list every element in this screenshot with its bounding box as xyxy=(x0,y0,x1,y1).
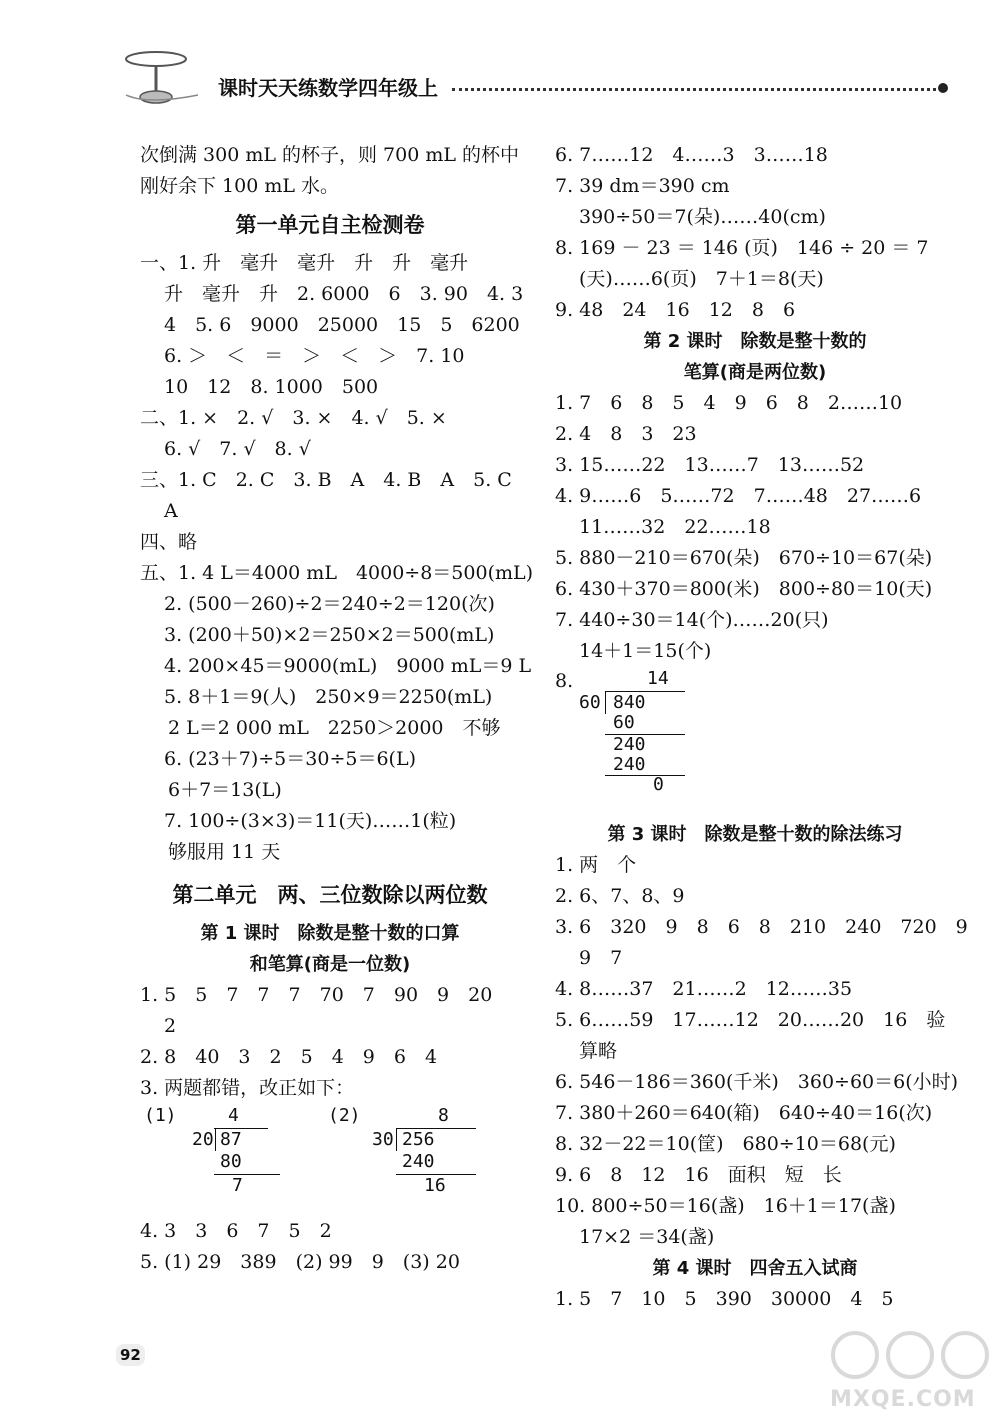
division-step: 240 xyxy=(402,1151,435,1172)
answer-line: 6. 546－186＝360(千米) 360÷60＝6(小时) xyxy=(555,1071,959,1093)
division-dividend: 87 xyxy=(220,1129,242,1150)
answer-line: 11……32 22……18 xyxy=(579,516,771,538)
answer-line: 二、1. × 2. √ 3. × 4. √ 5. × xyxy=(140,407,447,429)
answer-line: 7. 100÷(3×3)＝11(天)……1(粒) xyxy=(164,810,457,832)
answer-line: 7. 39 dm＝390 cm xyxy=(555,175,730,197)
answer-line: 4. 9……6 5……72 7……48 27……6 xyxy=(555,485,922,507)
answer-line: 5. 880－210＝670(朵) 670÷10＝67(朵) xyxy=(555,547,933,569)
lesson-title: 笔算(商是两位数) xyxy=(683,362,827,383)
answer-line: 算略 xyxy=(579,1040,618,1062)
answer-line: 2. 4 8 3 23 xyxy=(555,423,697,445)
answer-line: 9. 48 24 16 12 8 6 xyxy=(555,299,796,321)
answer-line: 5. (1) 29 389 (2) 99 9 (3) 20 xyxy=(140,1251,460,1273)
division-quotient: 4 xyxy=(228,1105,239,1126)
division-quotient: 8 xyxy=(438,1105,449,1126)
answer-line: 390÷50＝7(朵)……40(cm) xyxy=(579,206,826,228)
answer-line: 9 7 xyxy=(579,947,623,969)
answer-line: 5. 8＋1＝9(人) 250×9＝2250(mL) xyxy=(164,686,493,708)
answer-line: 14＋1＝15(个) xyxy=(579,640,712,662)
answer-line: 8. 169 － 23 ＝ 146 (页) 146 ÷ 20 ＝ 7 xyxy=(555,237,929,259)
lamp-logo-icon xyxy=(118,45,208,110)
lesson-title: 第 1 课时 除数是整十数的口算 xyxy=(200,923,460,944)
division-divisor: 30 xyxy=(372,1129,394,1150)
division-label: (2) xyxy=(328,1105,361,1126)
watermark xyxy=(830,1325,990,1415)
answer-line: 3. (200＋50)×2＝250×2＝500(mL) xyxy=(164,624,495,646)
lesson-title: 和笔算(商是一位数) xyxy=(249,954,411,975)
answer-line: 1. 7 6 8 5 4 9 6 8 2……10 xyxy=(555,392,903,414)
answer-line: 3. 6 320 9 8 6 8 210 240 720 9 xyxy=(555,916,968,938)
answer-line: 3. 15……22 13……7 13……52 xyxy=(555,454,865,476)
division-step: 60 xyxy=(613,712,635,733)
division-quotient: 14 xyxy=(647,668,669,689)
answer-line: 5. 6……59 17……12 20……20 16 验 xyxy=(555,1009,946,1031)
right-column xyxy=(555,140,968,1315)
answer-line: (天)……6(页) 7＋1＝8(天) xyxy=(579,268,824,290)
answer-line: 够服用 11 天 xyxy=(168,841,281,863)
division-bracket xyxy=(215,1129,216,1151)
lesson-title: 第 2 课时 除数是整十数的 xyxy=(643,331,867,352)
answer-line: 1. 5 7 10 5 390 30000 4 5 xyxy=(555,1288,894,1310)
answer-line: 4. 8……37 21……2 12……35 xyxy=(555,978,853,1000)
answer-line: 3. 两题都错，改正如下： xyxy=(140,1077,355,1099)
lesson-title: 第 3 课时 除数是整十数的除法练习 xyxy=(607,824,903,845)
answer-line: 4 5. 6 9000 25000 15 5 6200 xyxy=(164,314,520,336)
answer-line: 6. 430＋370＝800(米) 800÷80＝10(天) xyxy=(555,578,933,600)
division-divisor: 20 xyxy=(192,1129,214,1150)
answer-line: 升 毫升 升 2. 6000 6 3. 90 4. 3 xyxy=(164,283,524,305)
page-header xyxy=(0,0,1000,120)
answer-line: A xyxy=(164,500,178,522)
division-line xyxy=(605,775,685,776)
answer-line: 一、1. 升 毫升 毫升 升 升 毫升 xyxy=(140,252,469,274)
division-remainder: 0 xyxy=(653,774,664,795)
text-line: 次倒满 300 mL 的杯子，则 700 mL 的杯中 xyxy=(140,144,520,166)
answer-line: 2. 8 40 3 2 5 4 9 6 4 xyxy=(140,1046,438,1068)
answer-line: 8. 32－22＝10(筐) 680÷10＝68(元) xyxy=(555,1133,896,1155)
page-number: 92 xyxy=(116,1344,145,1366)
answer-line: 四、略 xyxy=(140,531,198,553)
answer-line: 2 L＝2 000 mL 2250＞2000 不够 xyxy=(168,717,501,739)
answer-line: 9. 6 8 12 16 面积 短 长 xyxy=(555,1164,842,1186)
answer-line: 6. (23＋7)÷5＝30÷5＝6(L) xyxy=(164,748,416,770)
header-bullet xyxy=(938,83,948,93)
answer-line: 五、1. 4 L＝4000 mL 4000÷8＝500(mL) xyxy=(140,562,534,584)
division-divisor: 60 xyxy=(579,692,601,713)
division-bracket xyxy=(396,1129,397,1151)
answer-line: 1. 5 5 7 7 7 70 7 90 9 20 xyxy=(140,984,493,1006)
header-title: 课时天天练数学四年级上 xyxy=(218,76,438,100)
answer-line: 2. 6、7、8、9 xyxy=(555,885,685,907)
division-step: 240 xyxy=(613,734,646,755)
answer-line: 10. 800÷50＝16(盏) 16＋1＝17(盏) xyxy=(555,1195,896,1217)
answer-line: 2 xyxy=(164,1015,177,1037)
answer-line: 6. √ 7. √ 8. √ xyxy=(164,438,311,460)
answer-line: 6. ＞ ＜ ＝ ＞ ＜ ＞ 7. 10 xyxy=(164,345,465,367)
answer-line: 2. (500－260)÷2＝240÷2＝120(次) xyxy=(164,593,495,615)
answer-line: 三、1. C 2. C 3. B A 4. B A 5. C xyxy=(140,469,512,491)
answer-line: 6＋7＝13(L) xyxy=(168,779,282,801)
answer-line: 7. 380＋260＝640(箱) 640÷40＝16(次) xyxy=(555,1102,933,1124)
answer-line: 4. 3 3 6 7 5 2 xyxy=(140,1220,332,1242)
division-remainder: 7 xyxy=(232,1175,243,1196)
section-title-unit2: 第二单元 两、三位数除以两位数 xyxy=(172,883,488,907)
answer-line: 1. 两 个 xyxy=(555,854,637,876)
answer-line: 4. 200×45＝9000(mL) 9000 mL＝9 L xyxy=(164,655,532,677)
division-dividend: 256 xyxy=(402,1129,435,1150)
answer-line: 7. 440÷30＝14(个)……20(只) xyxy=(555,609,829,631)
division-dividend: 840 xyxy=(613,692,646,713)
division-remainder: 16 xyxy=(424,1175,446,1196)
division-step: 80 xyxy=(220,1151,242,1172)
watermark-logo-icon xyxy=(830,1325,990,1385)
long-division xyxy=(555,667,955,795)
division-label: (1) xyxy=(144,1105,177,1126)
section-title-unit1: 第一单元自主检测卷 xyxy=(235,213,425,237)
answer-line: 10 12 8. 1000 500 xyxy=(164,376,379,398)
question-number: 8. xyxy=(555,670,574,692)
division-bracket xyxy=(605,692,606,714)
long-division-pair xyxy=(140,1104,520,1216)
watermark-text: MXQE.COM xyxy=(830,1387,976,1412)
answer-line: 6. 7……12 4……3 3……18 xyxy=(555,144,828,166)
header-dotted-rule xyxy=(452,88,942,91)
left-column xyxy=(140,140,534,1278)
text-line: 刚好余下 100 mL 水。 xyxy=(140,175,340,197)
answer-line: 17×2 ＝34(盏) xyxy=(579,1226,715,1248)
division-step: 240 xyxy=(613,754,646,775)
lesson-title: 第 4 课时 四舍五入试商 xyxy=(652,1258,858,1279)
division-line xyxy=(214,1174,280,1175)
